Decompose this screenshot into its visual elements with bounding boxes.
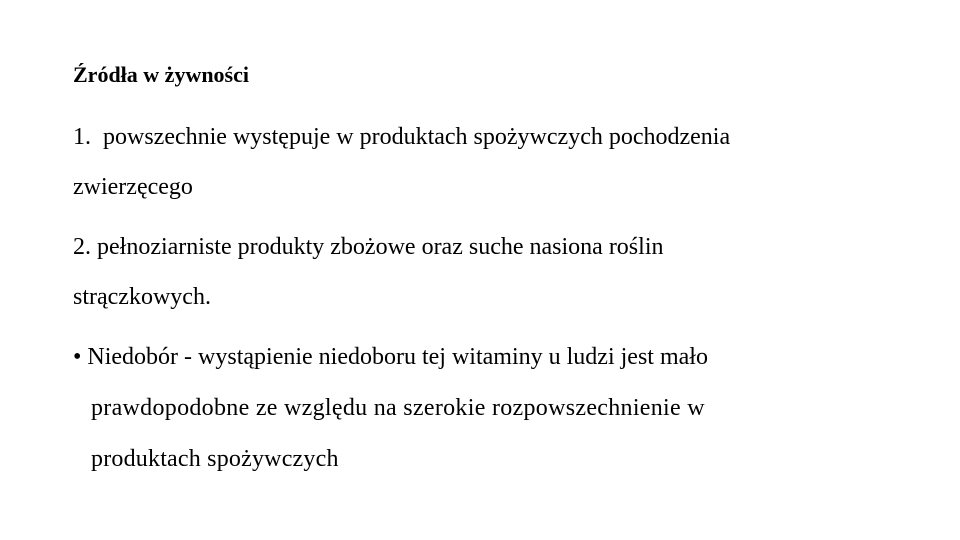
bullet-item-line-1 [73,342,708,372]
list-item-1-text: powszechnie występuje w produktach spożywczych pochodzenia [103,124,731,150]
bullet-item-line-2: prawdopodobne ze względu na szerokie rozpowszechnienie w [91,395,705,421]
list-item-2-marker: 2. [73,234,91,260]
list-item-2-line-2: strączkowych. [73,284,211,310]
list-item-2-text: pełnoziarniste produkty zbożowe oraz suche nasiona roślin [97,234,664,260]
list-item-1-marker: 1. [73,124,91,150]
list-item-2-line-1 [73,232,663,262]
list-item-1-line-2: zwierzęcego [73,174,193,200]
bullet-item-line-3: produktach spożywczych [91,446,339,472]
slide-heading: Źródła w żywności [73,62,249,87]
list-item-1-line-1 [73,122,730,152]
bullet-text: Niedobór - wystąpienie niedoboru tej witaminy u ludzi jest mało [87,344,708,370]
bullet-marker: • [73,344,82,370]
